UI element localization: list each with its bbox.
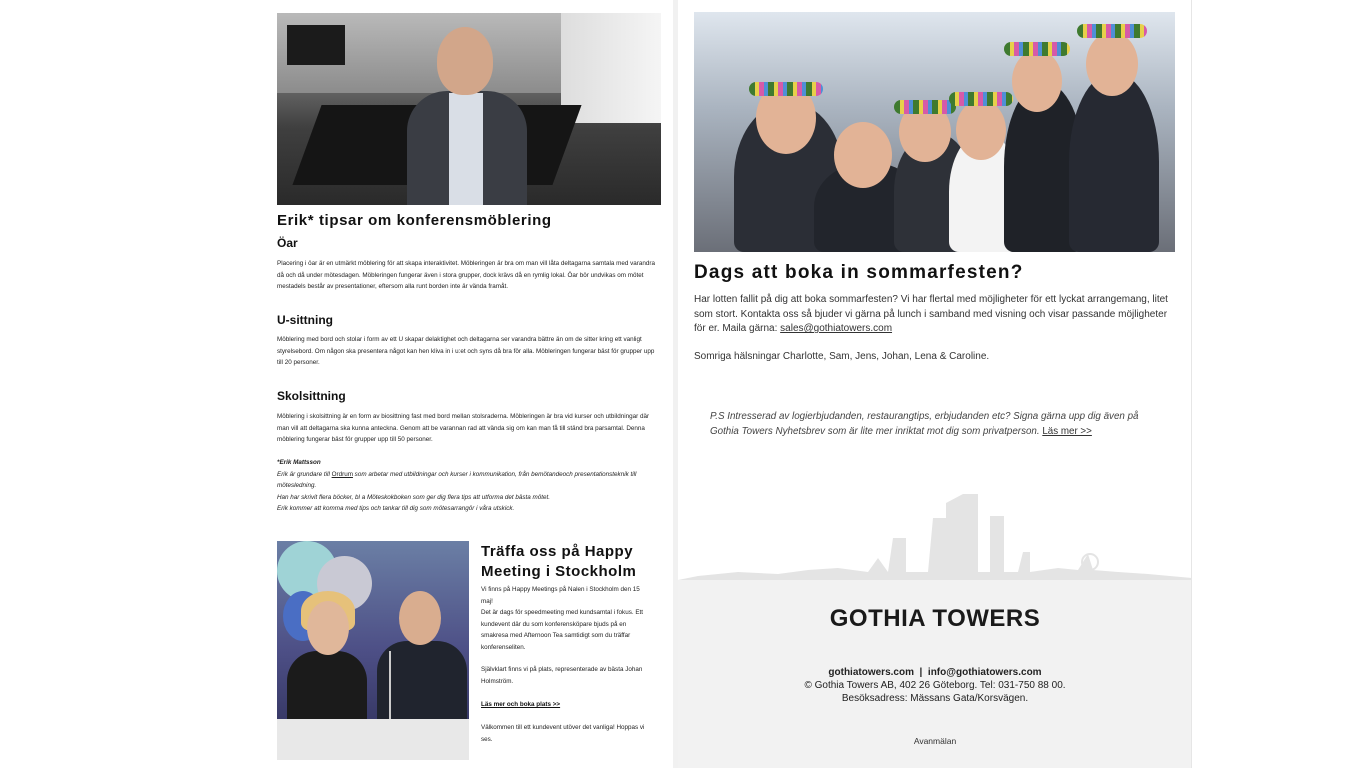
right-edge-border <box>1191 0 1192 768</box>
left-column <box>265 0 673 768</box>
section-heading-oar: Öar <box>277 236 298 250</box>
erik-photo <box>277 13 661 205</box>
author-bio-line2: Han har skrivit flera böcker, bl a Möteskokboken som ger dig flera tips att utforma det bästa mötet. <box>277 493 550 501</box>
website-link[interactable]: gothiatowers.com <box>828 667 914 678</box>
happy-meeting-staff: Självklart finns vi på plats, representerade av bästa Johan Holmström. <box>481 666 643 685</box>
author-bio-line3: Erik kommer att komma med tips och tankar till dig som mötesarrangör i våra utskick. <box>277 505 515 512</box>
read-more-link[interactable]: Läs mer >> <box>1042 425 1092 437</box>
greeting-text: Somriga hälsningar Charlotte, Sam, Jens, Johan, Lena & Caroline. <box>694 351 990 362</box>
footer-visit-address: Besöksadress: Mässans Gata/Korsvägen. <box>841 693 1029 704</box>
summer-party-text: Har lotten fallit på dig att boka sommarfesten? Vi har flertal med möjligheter för ett lyckat arrangemang, litet som stort. Kontakta oss så bjuder vi gärna på lunch i samband med visning och visar passande möjligheter för er. Maila gärna: sales@gothiatowers.com <box>694 294 1168 335</box>
footer-address: © Gothia Towers AB, 402 26 Göteborg. Tel: 031-750 88 00. <box>804 680 1066 691</box>
happy-meeting-title: Träffa oss på Happy Meeting i Stockholm <box>481 543 637 580</box>
section-text-u-sittning: Möblering med bord och stolar i form av ett U skapar delaktighet och deltagarna ser varandra bättre än om de sitter kring ett vanligt styrelsebord. Om någon ska presentera något kan hen kliva in i u:et och syns då bra för alla. Möbleringen fungerar bäst för grupper upp till 20 personer. <box>277 336 655 366</box>
book-spot-link[interactable]: Läs mer och boka plats >> <box>481 701 561 708</box>
section-text-skolsittning: Möblering i skolsittning är en form av biosittning fast med bord mellan stolsraderna. Möbleringen är bra vid kurser och utbildningar där man vill att deltagarna ska kunna anteckna. Genom att be varannan rad att vända sig om kan man få till ständ bra parsamtal. Denna möblering fungerar bäst för grupper upp till 50 personer. <box>277 413 650 443</box>
author-bio-line1: Erik är grundare till Ordrum som arbetar med utbildningar och kurser i kommunikation, från bemötandeoch presentationsteknik till mötesledning. <box>277 470 637 489</box>
info-email-link[interactable]: info@gothiatowers.com <box>927 667 1042 678</box>
happy-meeting-photo <box>277 541 469 760</box>
happy-meeting-intro: Vi finns på Happy Meetings på Nalen i Stockholm den 15 maj! <box>481 586 640 605</box>
happy-meeting-welcome: Välkommen till ett kundevent utöver det vanliga! Hoppas vi ses. <box>481 724 645 743</box>
right-column <box>678 0 1192 768</box>
section-heading-u-sittning: U-sittning <box>277 313 333 327</box>
summer-party-title: Dags att boka in sommarfesten? <box>694 262 1024 283</box>
skyline-graphic <box>678 488 1192 588</box>
author-name: *Erik Mattsson <box>277 459 321 466</box>
section-text-oar: Placering i öar är en utmärkt möblering för att skapa interaktivitet. Möbleringen är bra om man vill låta deltagarna samtala med varandra då och då under mötesdagen. Möbleringen fungerar även i stora grupper, dock krävs då en rymlig lokal. Öar bör undvikas om mötet mestadels består av presentationer, eftersom alla runt borden inte är vända framåt. <box>277 260 655 290</box>
ordrum-link[interactable]: Ordrum <box>331 470 353 478</box>
team-photo <box>694 12 1175 252</box>
sales-email-link[interactable]: sales@gothiatowers.com <box>780 323 893 335</box>
section-heading-skolsittning: Skolsittning <box>277 389 346 403</box>
footer-links: gothiatowers.com | info@gothiatowers.com <box>828 667 1042 678</box>
ps-text: P.S Intresserad av logierbjudanden, restaurangtips, erbjudanden etc? Signa gärna upp dig även på Gothia Towers Nyhetsbrev som är lite mer inriktat mot dig som privatperson. Läs mer >> <box>710 411 1139 437</box>
brand-logo: GOTHIA TOWERS <box>829 605 1041 632</box>
erik-title: Erik* tipsar om konferensmöblering <box>277 212 552 229</box>
unsubscribe-link[interactable]: Avanmälan <box>913 736 957 746</box>
happy-meeting-desc: Det är dags för speedmeeting med kundsamtal i fokus. Ett kundevent där du som konferensköpare bjuds på en smakresa med Afternoon Tea samtidigt som du träffar konferenseliten. <box>481 609 644 651</box>
author-bio <box>277 457 661 515</box>
